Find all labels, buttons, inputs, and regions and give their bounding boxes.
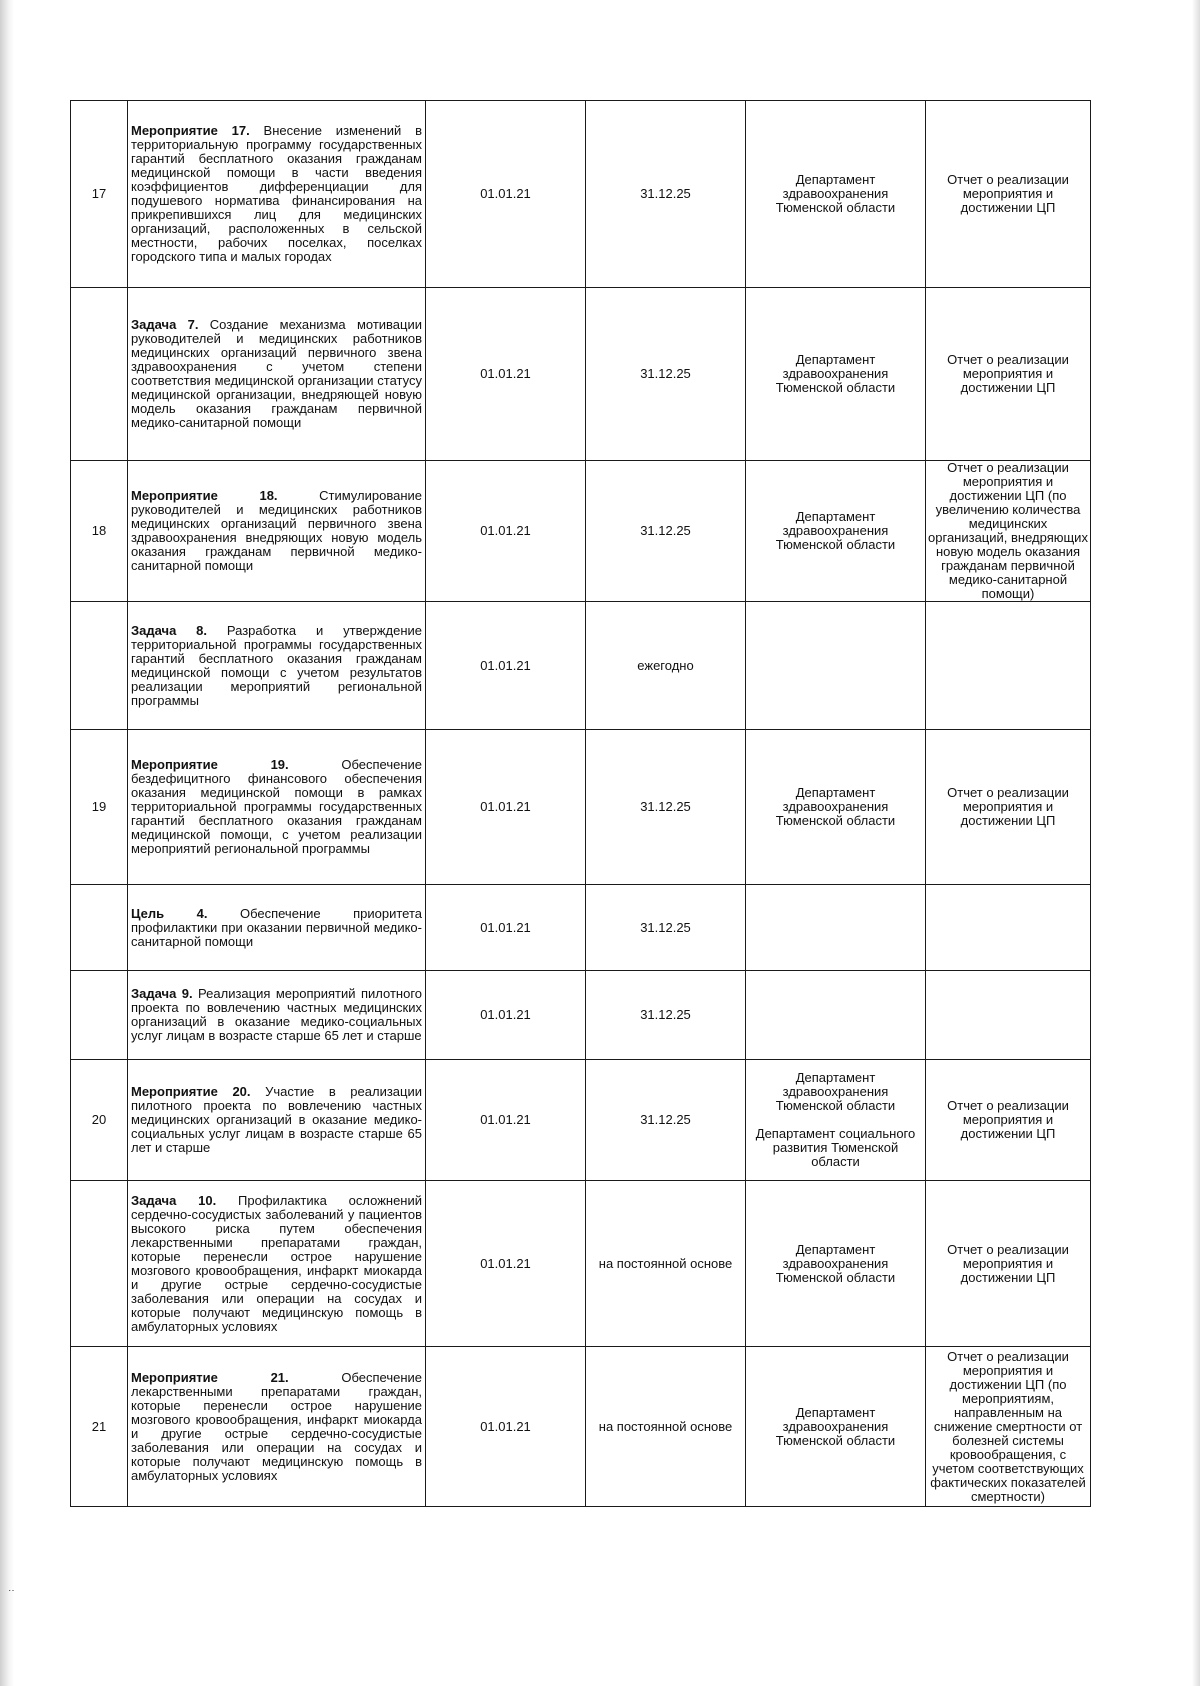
executor: Департамент здравоохранения Тюменской области — [775, 1241, 896, 1285]
row-number: 18 — [91, 523, 107, 538]
executor: Департамент здравоохранения Тюменской области — [775, 172, 896, 215]
end-date-cell — [586, 288, 746, 461]
end-date-cell — [586, 1347, 746, 1507]
item-heading: Мероприятие 20. — [131, 1084, 251, 1099]
executor-cell — [746, 885, 926, 971]
end-date: 31.12.25 — [640, 919, 691, 935]
item-heading: Цель 4. — [131, 905, 208, 921]
start-date: 01.01.21 — [480, 1255, 531, 1271]
end-date: 31.12.25 — [640, 1007, 691, 1022]
executor-cell — [746, 461, 926, 602]
end-date-cell — [586, 602, 746, 730]
row-number-cell — [71, 101, 128, 288]
executor-cell — [746, 1060, 926, 1181]
table-row — [71, 885, 1091, 971]
start-date-cell — [426, 885, 586, 971]
end-date: 31.12.25 — [640, 186, 691, 201]
result-document: Отчет о реализации мероприятия и достижении ЦП — [947, 1098, 1069, 1141]
description-cell — [128, 461, 426, 602]
start-date: 01.01.21 — [480, 657, 531, 673]
start-date-cell — [426, 602, 586, 730]
row-number: 20 — [91, 1112, 107, 1127]
executor: Департамент здравоохранения Тюменской области — [775, 352, 896, 395]
end-date: на постоянной основе — [598, 1255, 733, 1271]
row-number-cell — [71, 730, 128, 885]
executor-gap — [748, 1113, 923, 1127]
result-cell — [926, 602, 1091, 730]
executor-cell — [746, 602, 926, 730]
row-number-cell — [71, 971, 128, 1060]
item-heading: Задача 10. — [131, 1192, 217, 1208]
executor-cell — [746, 1181, 926, 1347]
description-cell — [128, 288, 426, 461]
description-cell — [128, 1347, 426, 1507]
start-date: 01.01.21 — [480, 1418, 531, 1434]
result-cell — [926, 1347, 1091, 1507]
result-cell — [926, 461, 1091, 602]
row-number-cell — [71, 1181, 128, 1347]
description-cell — [128, 1060, 426, 1181]
item-heading: Мероприятие 21. — [131, 1369, 289, 1385]
start-date-cell — [426, 461, 586, 602]
scan-edge-right — [1192, 0, 1200, 1686]
table-row — [71, 602, 1091, 730]
row-number-cell — [71, 1347, 128, 1507]
table-row — [71, 1060, 1091, 1181]
executor: Департамент здравоохранения Тюменской области — [775, 509, 896, 552]
start-date: 01.01.21 — [480, 523, 531, 538]
result-document: Отчет о реализации мероприятия и достижении ЦП — [947, 785, 1069, 828]
item-text: Реализация мероприятий пилотного проекта по вовлечению частных медицинских организаций в оказание медико-социальных услуг лицам в возрасте старше 65 лет и старше — [131, 986, 422, 1043]
item-heading: Мероприятие 18. — [131, 488, 278, 503]
executor-cell — [746, 101, 926, 288]
table-row — [71, 288, 1091, 461]
start-date: 01.01.21 — [480, 799, 531, 814]
description-cell — [128, 730, 426, 885]
executor-cell — [746, 971, 926, 1060]
executor-cell — [746, 730, 926, 885]
end-date-cell — [586, 730, 746, 885]
item-heading: Задача 9. — [131, 986, 193, 1001]
item-text: Профилактика осложнений сердечно-сосудистых заболеваний у пациентов высокого риска путем обеспечения лекарственными препаратами граждан, которые перенесли острое нарушение мозгового кровообращения, инфаркт миокарда и другие острые сердечно-сосудистые заболевания или операции на сосудах и которые получают медицинскую помощь в амбулаторных условиях — [131, 1192, 423, 1334]
scan-edge-left — [0, 0, 14, 1686]
result-document: Отчет о реализации мероприятия и достижении ЦП — [947, 172, 1069, 215]
item-text: Обеспечение лекарственными препаратами граждан, которые перенесли острое нарушение мозгового кровообращения, инфаркт миокарда и другие острые сердечно-сосудистые заболевания или операции на сосудах и которые получают медицинскую помощь в амбулаторных условиях — [131, 1369, 422, 1483]
item-text: Обеспечение приоритета профилактики при оказании первичной медико-санитарной помощи — [131, 905, 422, 949]
row-number: 21 — [91, 1418, 107, 1434]
item-heading: Задача 7. — [131, 317, 199, 332]
start-date: 01.01.21 — [480, 1007, 531, 1022]
table-row — [71, 461, 1091, 602]
end-date-cell — [586, 101, 746, 288]
table-body — [71, 101, 1091, 1507]
start-date: 01.01.21 — [480, 366, 531, 381]
executor-cell — [746, 1347, 926, 1507]
result-document: Отчет о реализации мероприятия и достижении ЦП — [947, 1241, 1069, 1285]
end-date: 31.12.25 — [640, 523, 691, 538]
item-text: Стимулирование руководителей и медицинских работников медицинских организаций первичного звена здравоохранения внедряющих новую модель оказания гражданам первичной медико-санитарной помощи — [131, 488, 422, 573]
start-date: 01.01.21 — [480, 919, 531, 935]
executor: Департамент здравоохранения Тюменской области — [775, 785, 896, 828]
item-text: Разработка и утверждение территориальной программы государственных гарантий бесплатного оказания гражданам медицинской помощи с учетом результатов реализации мероприятий региональной программы — [131, 622, 422, 708]
start-date-cell — [426, 730, 586, 885]
table-row — [71, 971, 1091, 1060]
row-number-cell — [71, 461, 128, 602]
executor: Департамент здравоохранения Тюменской области — [775, 1404, 896, 1448]
row-number-cell — [71, 288, 128, 461]
start-date-cell — [426, 288, 586, 461]
item-heading: Мероприятие 17. — [131, 123, 250, 138]
result-document: Отчет о реализации мероприятия и достижении ЦП — [947, 352, 1069, 395]
end-date: на постоянной основе — [598, 1418, 733, 1434]
end-date-cell — [586, 1181, 746, 1347]
item-text: Создание механизма мотивации руководителей и медицинских работников медицинских организаций первичного звена здравоохранения с учетом степени соответствия медицинской организации статусу медицинской организации, внедряющей новую модель оказания гражданам первичной медико-санитарной помощи — [131, 317, 423, 430]
result-document: Отчет о реализации мероприятия и достижении ЦП (по увеличению количества медицинских организаций, внедряющих новую модель оказания гражданам первичной медико-санитарной помощи) — [928, 460, 1088, 601]
end-date: ежегодно — [637, 657, 694, 673]
result-document: Отчет о реализации мероприятия и достижении ЦП (по мероприятиям, направленным на снижение смертности от болезней системы кровообращения, с учетом соответствующих фактических показателей смертности) — [930, 1348, 1086, 1504]
start-date-cell — [426, 1181, 586, 1347]
description-cell — [128, 1181, 426, 1347]
end-date: 31.12.25 — [640, 1112, 691, 1127]
item-heading: Задача 8. — [131, 622, 208, 638]
executor-secondary: Департамент социального развития Тюменской области — [755, 1126, 916, 1169]
result-cell — [926, 730, 1091, 885]
description-cell — [128, 885, 426, 971]
table-row — [71, 1181, 1091, 1347]
table-row — [71, 101, 1091, 288]
result-cell — [926, 971, 1091, 1060]
start-date-cell — [426, 1060, 586, 1181]
executor-cell — [746, 288, 926, 461]
row-number-cell — [71, 885, 128, 971]
end-date: 31.12.25 — [640, 799, 691, 814]
margin-marks: ‥ — [8, 1583, 15, 1594]
row-number: 17 — [91, 186, 107, 201]
result-cell — [926, 101, 1091, 288]
item-text: Внесение изменений в территориальную программу государственных гарантий бесплатного оказания гражданам медицинской помощи в части введения коэффициентов дифференциации для подушевого норматива финансирования на прикрепившихся лиц для медицинских организаций, расположенных в сельской местности, рабочих поселках, поселках городского типа и малых городах — [131, 123, 422, 264]
end-date-cell — [586, 971, 746, 1060]
row-number-cell — [71, 602, 128, 730]
start-date-cell — [426, 1347, 586, 1507]
table-row — [71, 730, 1091, 885]
table-row — [71, 1347, 1091, 1507]
item-heading: Мероприятие 19. — [131, 757, 289, 772]
item-text: Обеспечение бездефицитного финансового обеспечения оказания медицинской помощи в рамках территориальной программы государственных гарантий бесплатного оказания гражданам медицинской помощи, с учетом реализации мероприятий региональной программы — [131, 757, 422, 856]
description-cell — [128, 101, 426, 288]
start-date-cell — [426, 971, 586, 1060]
result-cell — [926, 288, 1091, 461]
start-date: 01.01.21 — [480, 186, 531, 201]
end-date-cell — [586, 461, 746, 602]
start-date-cell — [426, 101, 586, 288]
end-date-cell — [586, 885, 746, 971]
action-plan-table — [70, 100, 1091, 1507]
description-cell — [128, 602, 426, 730]
result-cell — [926, 885, 1091, 971]
result-cell — [926, 1060, 1091, 1181]
end-date-cell — [586, 1060, 746, 1181]
row-number-cell — [71, 1060, 128, 1181]
description-cell — [128, 971, 426, 1060]
start-date: 01.01.21 — [480, 1112, 531, 1127]
end-date: 31.12.25 — [640, 366, 691, 381]
item-text: Участие в реализации пилотного проекта по вовлечению частных медицинских организаций в оказание медико-социальных услуг лицам в возрасте старше 65 лет и старше — [131, 1084, 422, 1155]
row-number: 19 — [91, 799, 107, 814]
result-cell — [926, 1181, 1091, 1347]
executor: Департамент здравоохранения Тюменской области — [775, 1070, 896, 1113]
